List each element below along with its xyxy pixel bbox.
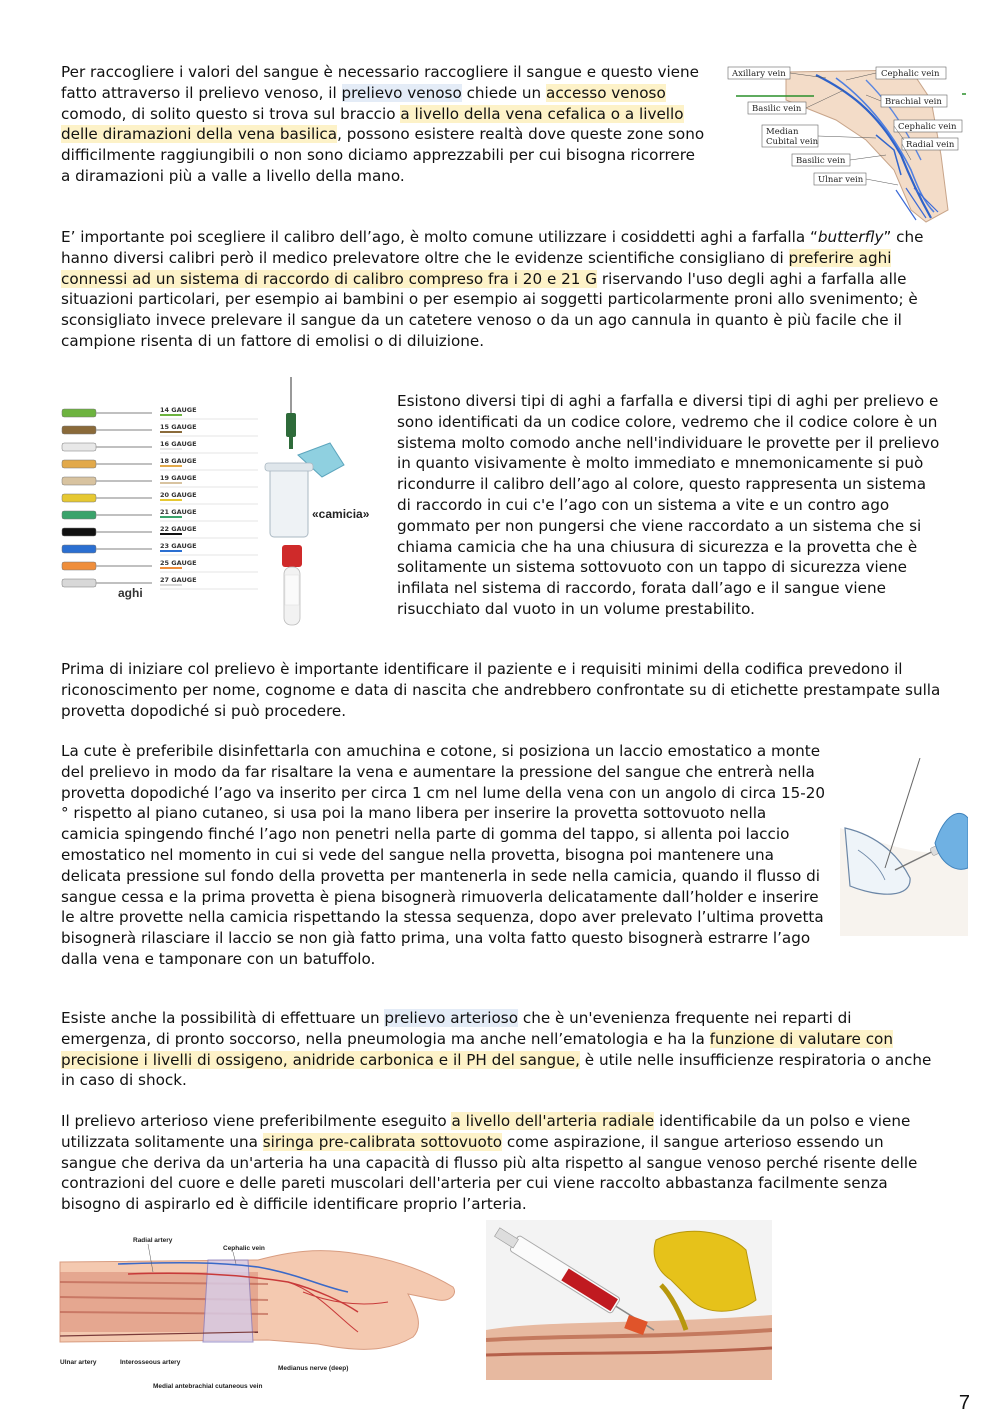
needle-row-21 bbox=[62, 508, 258, 521]
needles-aghi-label: aghi bbox=[118, 586, 143, 600]
text-segment: E’ importante poi scegliere il calibro dell’ago, è molto comune utilizzare i cosiddetti aghi a farfalla “ bbox=[61, 228, 818, 246]
wrist-label-ulnar-artery bbox=[60, 1359, 97, 1366]
needle-row-15 bbox=[62, 423, 258, 436]
arm-label-radial bbox=[902, 138, 958, 150]
text-segment: è utile nelle insufficienze respiratoria o anche in caso di shock. bbox=[61, 1050, 932, 1090]
paragraph-needle-gauge bbox=[61, 227, 941, 352]
needle-row-22 bbox=[62, 525, 258, 538]
paragraph-arterial-sample bbox=[61, 1008, 941, 1091]
needle-row-19 bbox=[62, 474, 258, 487]
svg-text:Radial vein: Radial vein bbox=[906, 140, 955, 150]
wrist-label-medianus-nerve bbox=[278, 1365, 348, 1372]
svg-text:Radial artery: Radial artery bbox=[133, 1237, 173, 1244]
paragraph-radial-artery bbox=[61, 1111, 941, 1215]
text-segment: Per raccogliere i valori del sangue è necessario raccogliere il sangue e questo viene fatto attraverso il prelievo venoso, il bbox=[61, 63, 699, 102]
needle-gauge-label: 14 GAUGE bbox=[160, 406, 197, 414]
text-segment: ” che hanno diversi calibri però il medico prelevatore oltre che le evidenze scientifiche consigliano di bbox=[61, 228, 924, 267]
arterial-sampling-illustration bbox=[486, 1220, 772, 1380]
svg-text:Medianus nerve (deep): Medianus nerve (deep) bbox=[278, 1365, 349, 1372]
svg-text:Basilic vein: Basilic vein bbox=[796, 156, 846, 166]
text-segment: chiede un bbox=[461, 83, 547, 102]
highlighted-text: siringa pre-calibrata sottovuoto bbox=[262, 1132, 503, 1151]
highlighted-text: a livello della vena cefalica o a livello delle diramazioni della vena basilica bbox=[61, 104, 684, 144]
arm-label-brachial bbox=[881, 95, 947, 107]
needle-gauge-label: 25 GAUGE bbox=[160, 559, 197, 567]
needle-gauge-label: 23 GAUGE bbox=[160, 542, 197, 550]
needle-row-23 bbox=[62, 542, 258, 555]
wrist-anatomy-figure bbox=[58, 1232, 463, 1394]
needle-row-20 bbox=[62, 491, 258, 504]
text-segment: Esistono diversi tipi di aghi a farfalla e diversi tipi di aghi per prelievo e sono identificati da un codice colore, vedremo che il codice colore è un sistema molto comodo anche nell'individuare le provette per il prelievo in quanto visivamente è molto immediato e mnemonicamente si può ricondurre il calibro dell’ago al colore, questo rappresenta un sistema di raccordo in cui c'e l’ago con un sistema a vite e un contro ago gommato per non pungersi che viene raccordato a un sistema che si chiama camicia che ha una chiusura di sicurezza e la provetta che è solitamente un sistema sottovuoto con un tappo di sicurezza viene infilata nel sistema di raccordo, forata dall’ago e il sangue viene risucchiato dal vuoto in un volume prestabilito. bbox=[397, 392, 940, 618]
svg-text:Cephalic vein: Cephalic vein bbox=[881, 69, 940, 79]
needle-holder-part bbox=[286, 377, 296, 449]
paragraph-patient-identification bbox=[61, 659, 941, 721]
arm-label-cephalic-2 bbox=[894, 120, 962, 132]
highlighted-text: accesso venoso bbox=[546, 83, 666, 102]
needle-gauge-label: 20 GAUGE bbox=[160, 491, 197, 499]
text-segment: Esiste anche la possibilità di effettuare un bbox=[61, 1009, 385, 1027]
svg-text:Axillary vein: Axillary vein bbox=[732, 69, 786, 79]
needle-gauge-label: 18 GAUGE bbox=[160, 457, 197, 465]
needle-row-27 bbox=[62, 576, 258, 589]
svg-text:Cephalic vein: Cephalic vein bbox=[898, 122, 957, 132]
needle-row-18 bbox=[62, 457, 258, 470]
venipuncture-illustration bbox=[840, 758, 968, 936]
needle-gauge-label: 16 GAUGE bbox=[160, 440, 197, 448]
highlighted-term: prelievo arterioso bbox=[384, 1009, 519, 1027]
svg-text:Basilic vein: Basilic vein bbox=[752, 104, 802, 114]
camicia-label: «camicia» bbox=[312, 507, 370, 521]
highlighted-term: prelievo venoso bbox=[341, 83, 462, 102]
svg-text:Cubital vein: Cubital vein bbox=[766, 137, 819, 147]
arm-label-basilic-2 bbox=[792, 154, 850, 166]
wrist-label-interosseous bbox=[120, 1359, 181, 1366]
needle-gauge-label: 15 GAUGE bbox=[160, 423, 197, 431]
svg-text:Brachial vein: Brachial vein bbox=[885, 97, 942, 107]
text-segment: riservando l'uso degli aghi a farfalla alle situazioni particolari, per esempio ai bambini o per esempio ai soggetti particolarmente proni allo svenimento; è sconsigliato invece prelevare il sangue da un catetere venoso o da un ago cannula in quanto è più facile che il campione risenta di un fattore di emolisi o di diluizione. bbox=[61, 269, 918, 350]
needle-row-16 bbox=[62, 440, 258, 453]
paragraph-procedure bbox=[61, 741, 826, 970]
needle-row-14 bbox=[62, 406, 258, 419]
text-segment: Prima di iniziare col prelievo è importante identificare il paziente e i requisiti minimi della codifica prevedono il riconoscimento per nome, cognome e data di nascita che andrebbero confrontate su di etichette prestampate sulla provetta dopodiché si può procedere. bbox=[61, 660, 941, 720]
highlighted-text: a livello dell'arteria radiale bbox=[451, 1112, 655, 1130]
text-segment: identificabile da un polso e viene utilizzata solitamente una bbox=[61, 1112, 911, 1151]
highlighted-text: funzione di valutare con precisione i livelli di ossigeno, anidride carbonica e il PH del sangue, bbox=[61, 1029, 893, 1069]
svg-text:Median: Median bbox=[766, 127, 799, 137]
svg-text:Ulnar artery: Ulnar artery bbox=[60, 1359, 97, 1366]
needle-gauge-label: 27 GAUGE bbox=[160, 576, 197, 584]
text-segment: come aspirazione, il sangue arterioso essendo un sangue che deriva da un'arteria ha una capacità di flusso più alta rispetto al sangue venoso perché risente delle contrazioni del cuore e delle pareti muscolari dell'arteria per cui viene raccolto abbastanza facilmente senza bisogno di aspirarlo ed è difficile identificare proprio l’arteria. bbox=[61, 1132, 918, 1214]
text-segment: butterfly bbox=[817, 228, 884, 246]
arm-veins-figure bbox=[726, 60, 966, 225]
paragraph-venous-access bbox=[61, 62, 709, 187]
arm-label-basilic-1 bbox=[748, 102, 806, 114]
highlighted-text: preferire aghi connessi ad un sistema di raccordo di calibro compreso fra i 20 e 21 G bbox=[61, 248, 892, 288]
text-segment: Il prelievo arterioso viene preferibilmente eseguito bbox=[61, 1112, 452, 1130]
page-number: 7 bbox=[958, 1392, 970, 1414]
needle-gauge-label: 21 GAUGE bbox=[160, 508, 197, 516]
svg-text:Cephalic vein: Cephalic vein bbox=[223, 1245, 265, 1252]
needle-row-25 bbox=[62, 559, 258, 572]
text-segment: , possono esistere realtà dove queste zone sono difficilmente raggiungibili o non sono diciamo apprezzabili per cui bisogna ricorrere a diramazioni più a valle a livello della mano. bbox=[61, 125, 705, 185]
paragraph-color-code bbox=[397, 391, 942, 620]
needle-gauge-label: 22 GAUGE bbox=[160, 525, 197, 533]
arm-label-axillary bbox=[728, 67, 790, 79]
text-segment: La cute è preferibile disinfettarla con amuchina e cotone, si posiziona un laccio emostatico a monte del prelievo in modo da far risaltare la vena e aumentare la pressione del sangue che entrerà nella provetta dopodiché l’ago va inserito per circa 1 cm nel lume della vena con un angolo di circa 15-20 ° rispetto al piano cutaneo, si usa poi la mano libera per inserire la provetta sottovuoto nella camicia spingendo finché l’ago non penetri nella parte di gomma del tappo, si allenta poi laccio emostatico nel momento in cui si vede del sangue nella provetta, bisogna poi mantenere una delicata pressione sul fondo della provetta per mantenerla in sede nella camicia, quando il flusso di sangue cessa e la prima provetta è piena bisognerà rimuoverla delicatamente dall’holder e inserire le altre provette nella camicia rispettando la stessa sequenza, dopo aver prelevato l’ultima provetta bisognerà rilasciare il laccio se non già fatto prima, una volta fatto questo bisognerà estrarre l’ago dalla vena e tamponare con un batuffolo. bbox=[61, 742, 826, 968]
text-segment: comodo, di solito questo si trova sul braccio bbox=[61, 104, 401, 123]
arm-label-ulnar bbox=[814, 173, 866, 185]
svg-text:Ulnar vein: Ulnar vein bbox=[818, 175, 864, 185]
arm-label-cephalic-1 bbox=[876, 67, 946, 79]
needle-gauge-label: 19 GAUGE bbox=[160, 474, 197, 482]
svg-text:Interosseous artery: Interosseous artery bbox=[120, 1359, 181, 1366]
svg-text:Medial antebrachial cutaneous: Medial antebrachial cutaneous vein bbox=[153, 1383, 263, 1390]
wrist-label-medial-antebrachial bbox=[153, 1383, 262, 1390]
vacuum-tube bbox=[282, 545, 302, 625]
needles-holder-figure bbox=[60, 375, 390, 630]
arm-label-median-cubital bbox=[762, 125, 819, 147]
camicia-holder bbox=[265, 443, 344, 537]
text-segment: che è un'evenienza frequente nei reparti di emergenza, di pronto soccorso, nella pneumologia ma anche nell’ematologia e ha la bbox=[61, 1009, 852, 1048]
